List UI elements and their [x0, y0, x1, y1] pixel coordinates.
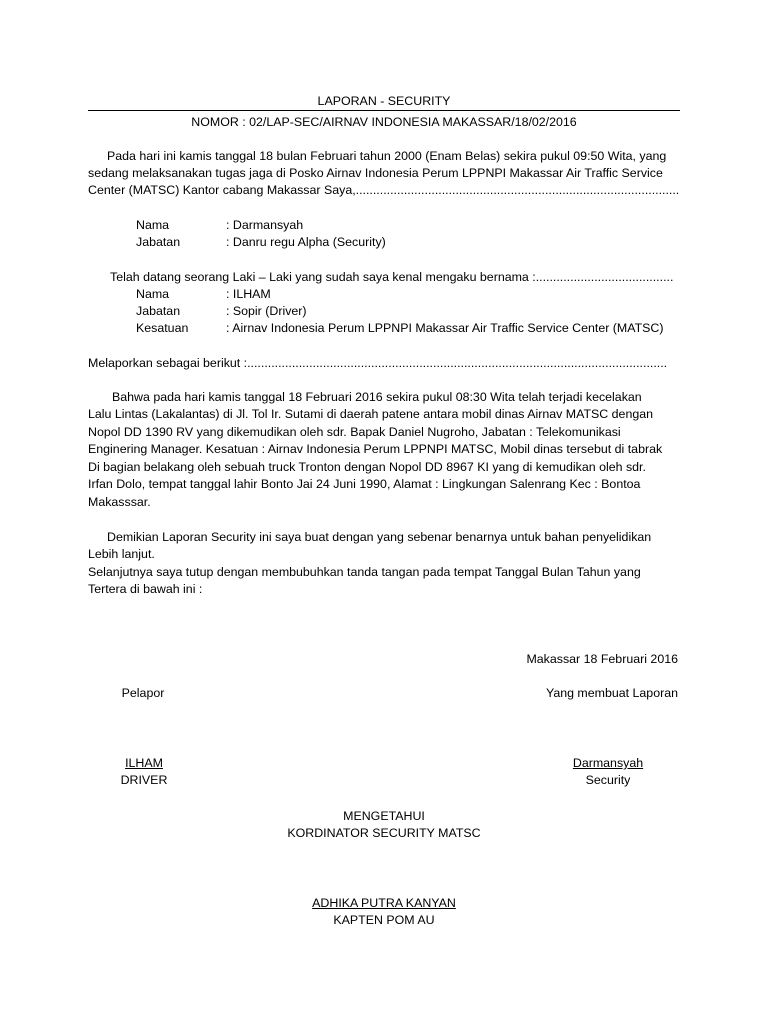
acknowledge-title: KAPTEN POM AU: [333, 913, 435, 927]
reporter-name-label: Nama: [136, 218, 170, 232]
visitor-unit-value: : Airnav Indonesia Perum LPPNPI Makassar Air Traffic Service Center (MATSC): [226, 321, 664, 335]
closing-line-2: Lebih lanjut.: [88, 547, 155, 561]
visitor-intro: Telah datang seorang Laki – Laki yang sudah saya kenal mengaku bernama :........................................: [110, 270, 674, 284]
incident-line-3: Nopol DD 1390 RV yang dikemudikan oleh sdr. Bapak Daniel Nugroho, Jabatan : Telekomunikasi: [88, 425, 621, 439]
visitor-position-label: Jabatan: [136, 304, 181, 318]
acknowledge-org: KORDINATOR SECURITY MATSC: [287, 826, 481, 840]
acknowledge-name: ADHIKA PUTRA KANYAN: [312, 896, 456, 910]
left-signer-role: Pelapor: [121, 686, 165, 700]
left-signer-title: DRIVER: [120, 773, 168, 787]
title-divider: [88, 110, 680, 111]
right-signer-title: Security: [585, 773, 631, 787]
document-title: LAPORAN - SECURITY: [317, 94, 451, 108]
incident-line-2: Lalu Lintas (Lakalantas) di Jl. Tol Ir. Sutami di daerah patene antara mobil dinas Airnav MATSC dengan: [88, 407, 654, 421]
visitor-name-label: Nama: [136, 287, 170, 301]
intro-line-1: Pada hari ini kamis tanggal 18 bulan Februari tahun 2000 (Enam Belas) sekira pukul 09:50 Wita, yang: [107, 149, 667, 163]
report-intro: Melaporkan sebagai berikut :..........................................................................................................................: [88, 356, 668, 370]
acknowledge-label: MENGETAHUI: [343, 809, 425, 823]
closing-line-3: Selanjutnya saya tutup dengan membubuhkan tanda tangan pada tempat Tanggal Bulan Tahun yang: [88, 565, 641, 579]
left-signer-name: ILHAM: [125, 756, 163, 770]
reporter-position-label: Jabatan: [136, 235, 181, 249]
closing-line-1: Demikian Laporan Security ini saya buat dengan yang sebenar benarnya untuk bahan penyelidikan: [107, 530, 652, 544]
document-number: NOMOR : 02/LAP-SEC/AIRNAV INDONESIA MAKASSAR/18/02/2016: [191, 115, 577, 129]
incident-line-6: Irfan Dolo, tempat tanggal lahir Bonto Jai 24 Juni 1990, Alamat : Lingkungan Salenrang Kec : Bontoa: [88, 477, 641, 491]
right-signer-name: Darmansyah: [572, 756, 644, 770]
reporter-name-value: : Darmansyah: [226, 218, 304, 232]
visitor-position-value: : Sopir (Driver): [226, 304, 307, 318]
closing-line-4: Tertera di bawah ini :: [88, 582, 203, 596]
visitor-name-value: : ILHAM: [226, 287, 271, 301]
intro-line-2: sedang melaksanakan tugas jaga di Posko Airnav Indonesia Perum LPPNPI Makassar Air Traffic Service: [88, 166, 663, 180]
place-date: Makassar 18 Februari 2016: [526, 652, 678, 666]
intro-line-3: Center (MATSC) Kantor cabang Makassar Saya,..............................................................................................: [88, 183, 680, 197]
visitor-unit-label: Kesatuan: [136, 321, 189, 335]
right-signer-role: Yang membuat Laporan: [545, 686, 678, 700]
incident-line-4: Enginering Manager. Kesatuan : Airnav Indonesia Perum LPPNPI MATSC, Mobil dinas tersebut di tabrak: [88, 442, 663, 456]
incident-line-1: Bahwa pada hari kamis tanggal 18 Februari 2016 sekira pukul 08:30 Wita telah terjadi kecelakan: [112, 390, 642, 404]
incident-line-5: Di bagian belakang oleh sebuah truck Tronton dengan Nopol DD 8967 KI yang di kemudikan oleh sdr.: [88, 460, 646, 474]
incident-line-7: Makasssar.: [88, 495, 151, 509]
reporter-position-value: : Danru regu Alpha (Security): [226, 235, 386, 249]
